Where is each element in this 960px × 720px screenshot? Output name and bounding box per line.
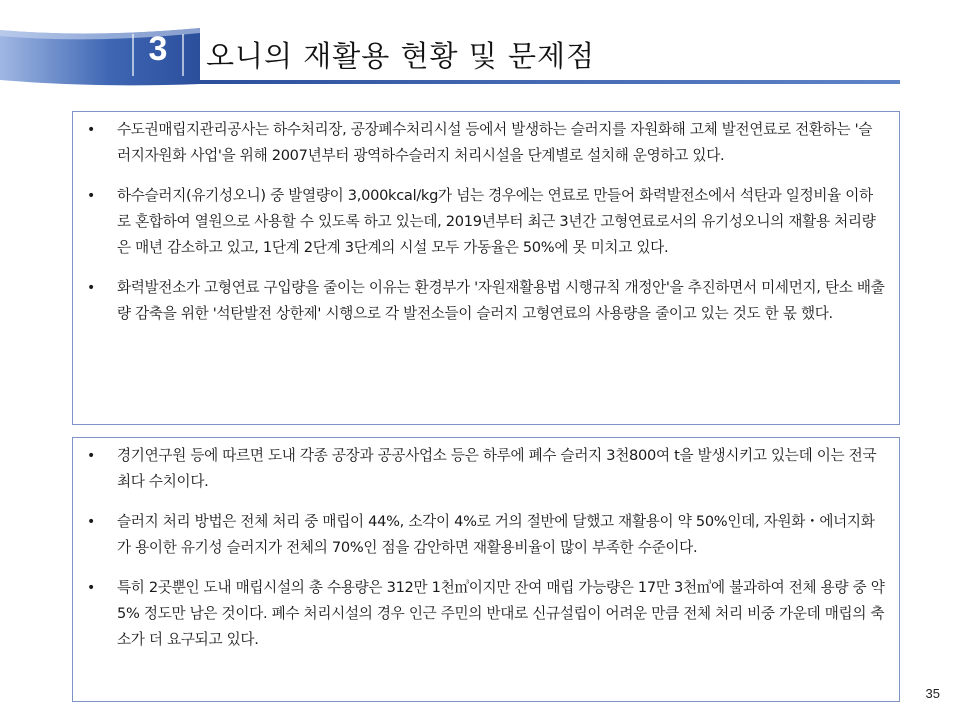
paragraph-text: 하수슬러지(유기성오니) 중 발열량이 3,000kcal/kg가 넘는 경우에는 연료로 만들어 화력발전소에서 석탄과 일정비율 이하로 혼합하여 열원으로 사용할 수 있도록 하고 있는데, 2019년부터 최근 3년간 고형연료로서의 유기성오니의 재활용 처리량은 매년 감소하고 있고, 1단계 2단계 3단계의 시설 모두 가동율은 50%에 못 미치고 있다.: [117, 187, 876, 256]
paragraph-text: 특히 2곳뿐인 도내 매립시설의 총 수용량은 312만 1천㎥이지만 잔여 매립 가능량은 17만 3천㎥에 불과하여 전체 용량 중 약 5% 정도만 남은 것이다. 폐수 처리시설의 경우 인근 주민의 반대로 신규설립이 어려운 만큼 전체 처리 비중 가운데 매립의 축소가 더 요구되고 있다.: [117, 579, 885, 648]
list-item: [73, 575, 899, 653]
page-number: 35: [925, 686, 940, 701]
list-item: [73, 275, 899, 327]
bullet-icon: •: [87, 188, 96, 204]
slide-header: [0, 0, 960, 100]
content-box-2: [72, 437, 900, 702]
paragraph-text: 수도권매립지관리공사는 하수처리장, 공장폐수처리시설 등에서 발생하는 슬러지를 자원화해 고체 발전연료로 전환하는 '슬러지자원화 사업'을 위해 2007년부터 광역하수슬러지 처리시설을 단계별로 설치해 운영하고 있다.: [117, 121, 873, 164]
section-number: 3: [148, 30, 168, 68]
list-item: [73, 183, 899, 261]
paragraph-text: 화력발전소가 고형연료 구입량을 줄이는 이유는 환경부가 '자원재활용법 시행규칙 개정안'을 추진하면서 미세먼지, 탄소 배출량 감축을 위한 '석탄발전 상한제' 시행으로 각 발전소들이 슬러지 고형연료의 사용량을 줄이고 있는 것도 한 몫 했다.: [117, 279, 885, 322]
bullet-icon: •: [87, 514, 96, 530]
list-item: [73, 443, 899, 495]
paragraph-text: 슬러지 처리 방법은 전체 처리 중 매립이 44%, 소각이 4%로 거의 절반에 달했고 재활용이 약 50%인데, 자원화・에너지화가 용이한 유기성 슬러지가 전체의 70%인 점을 감안하면 재활용비율이 많이 부족한 수준이다.: [117, 513, 875, 556]
list-item: [73, 117, 899, 169]
content-box-1: [72, 111, 900, 425]
page-title: 오니의 재활용 현황 및 문제점: [206, 39, 596, 73]
bullet-icon: •: [87, 448, 96, 464]
title-underline: [195, 80, 900, 84]
bullet-list: [73, 443, 899, 653]
bullet-icon: •: [87, 122, 96, 138]
bullet-list: [73, 117, 899, 327]
bullet-icon: •: [87, 580, 96, 596]
list-item: [73, 509, 899, 561]
bullet-icon: •: [87, 280, 96, 296]
paragraph-text: 경기연구원 등에 따르면 도내 각종 공장과 공공사업소 등은 하루에 폐수 슬러지 3천800여 t을 발생시키고 있는데 이는 전국 최다 수치이다.: [117, 447, 877, 490]
